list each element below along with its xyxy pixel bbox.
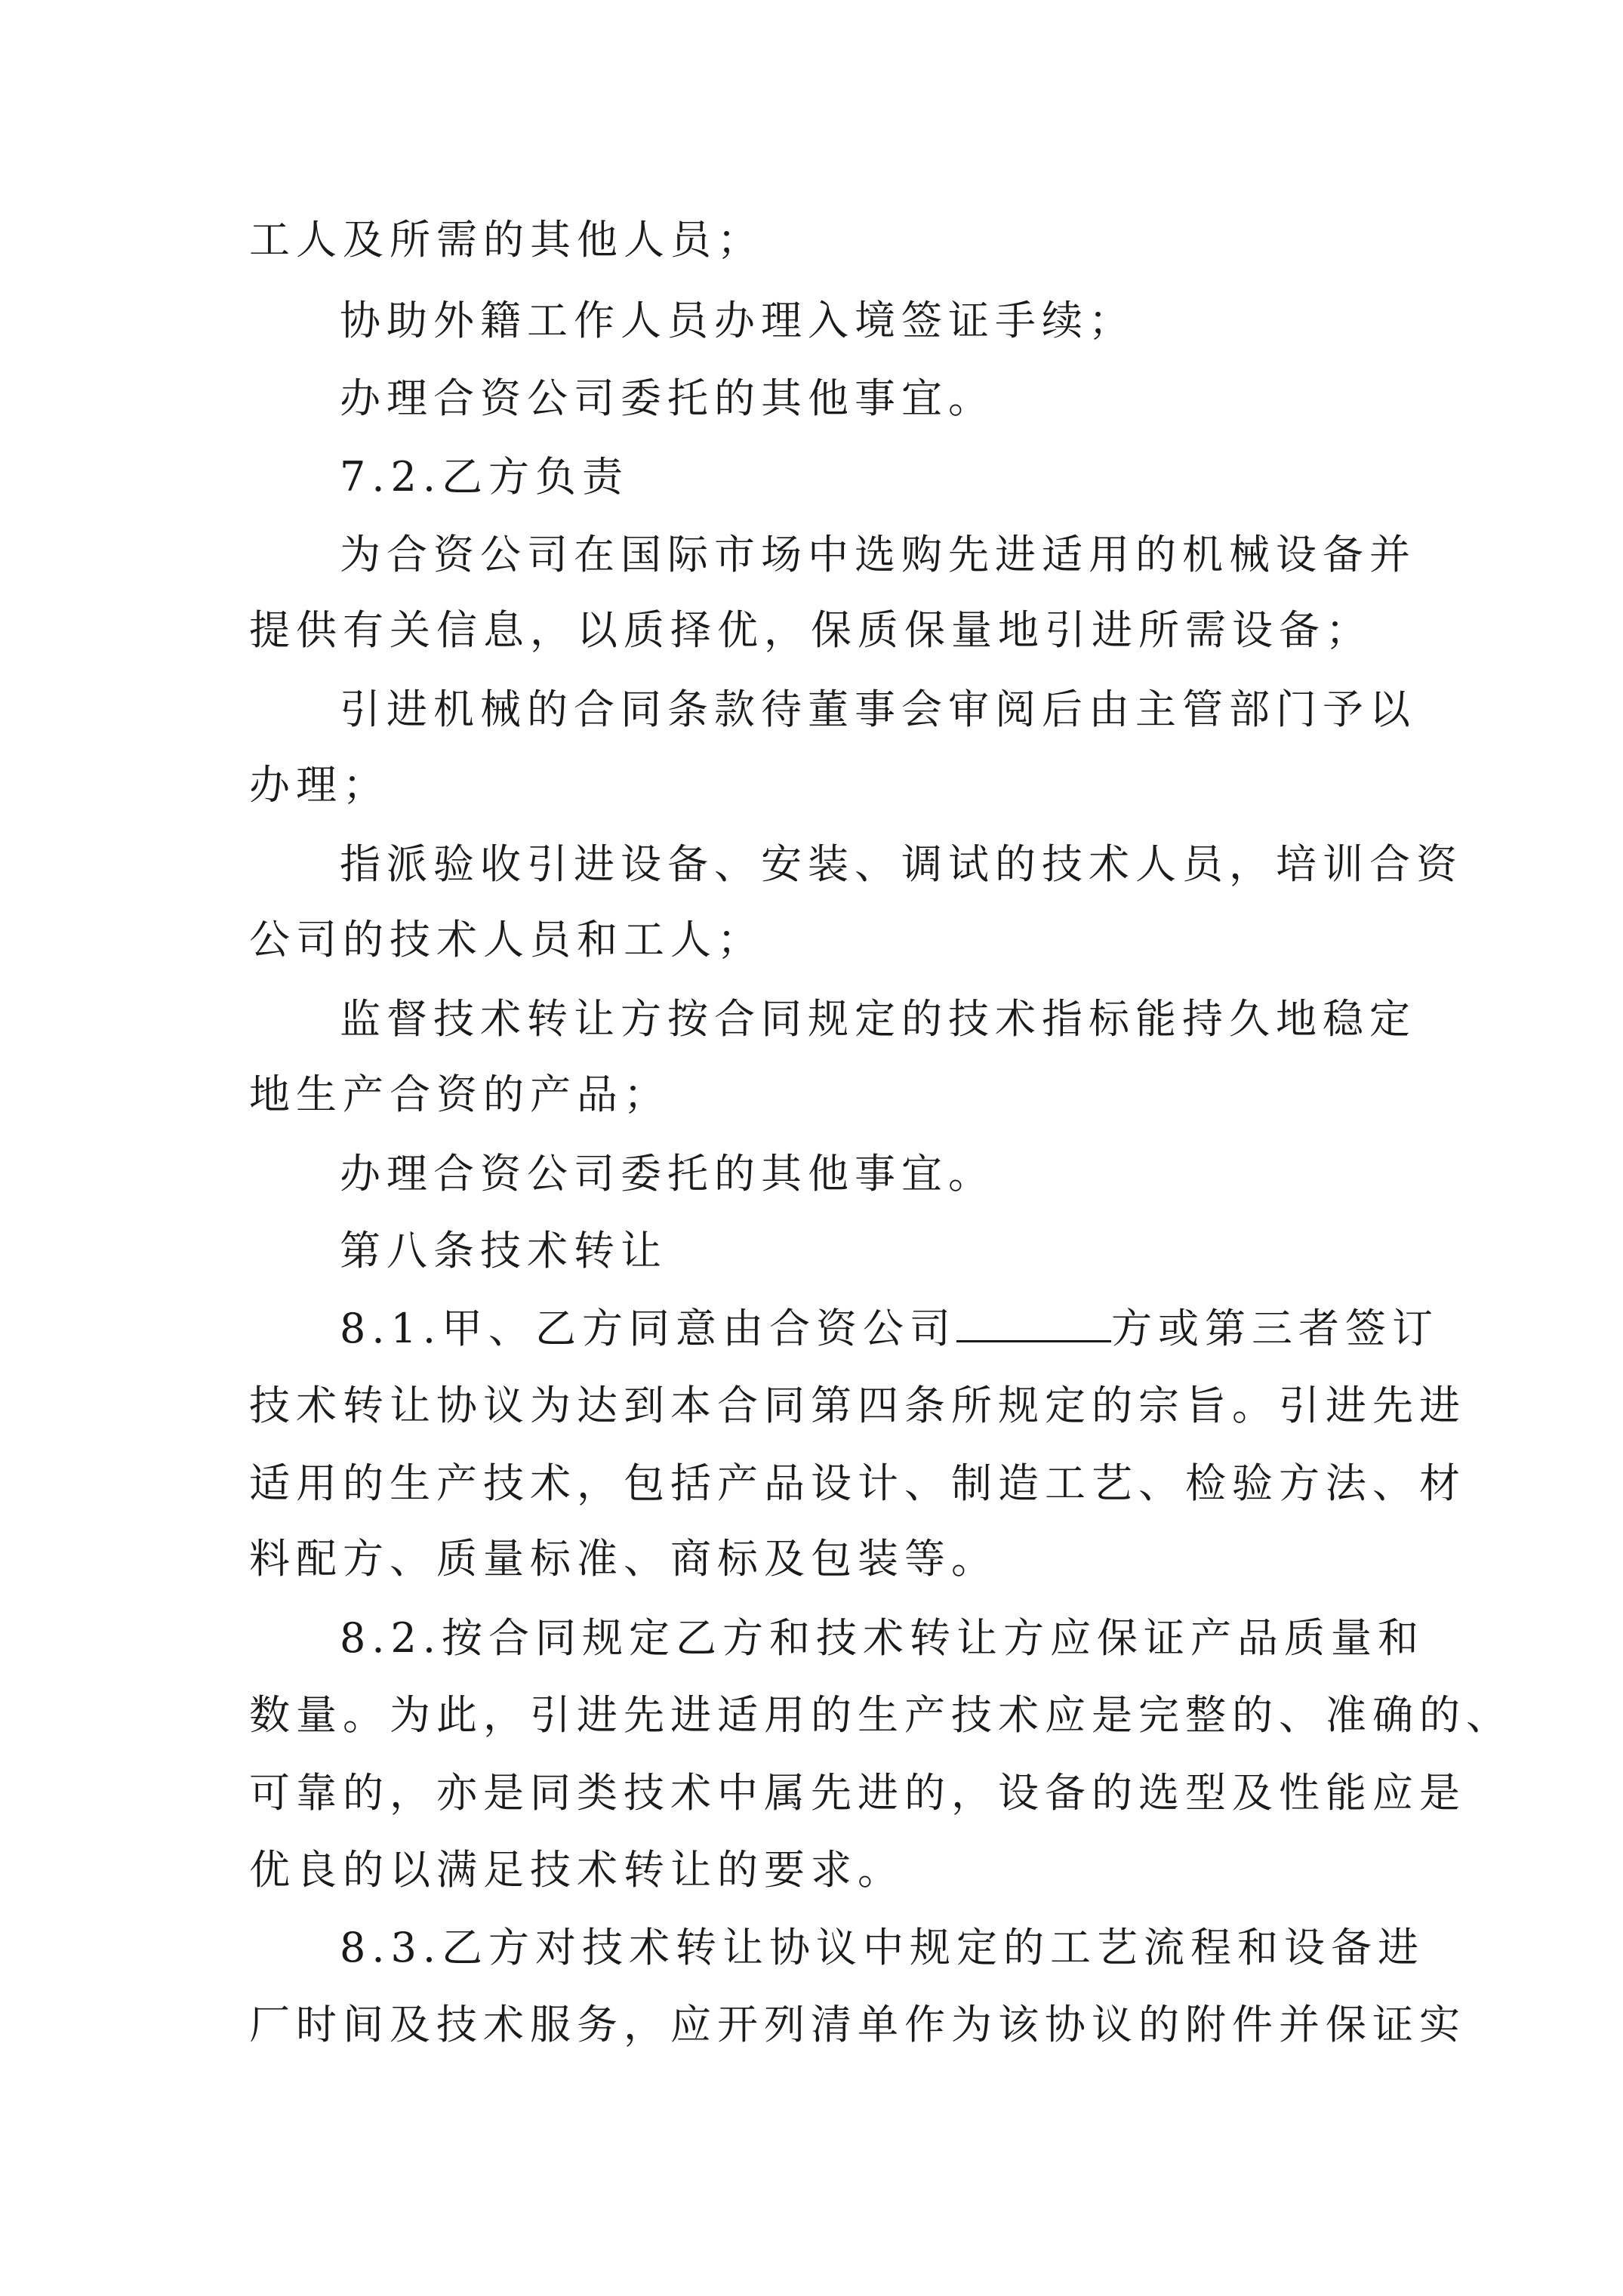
text-line: 公司的技术人员和工人； (249, 916, 764, 963)
text-line: 8.3.乙方对技术转让协议中规定的工艺流程和设备进 (340, 1924, 1425, 1971)
text-line: 提供有关信息，以质择优，保质保量地引进所需设备； (249, 606, 1372, 654)
fill-in-blank (956, 1301, 1111, 1342)
text-line: 厂时间及技术服务，应开列清单作为该协议的附件并保证实 (249, 2001, 1466, 2048)
text-line: 监督技术转让方按合同规定的技术指标能持久地稳定 (340, 995, 1416, 1043)
text-line: 工人及所需的其他人员； (249, 216, 764, 264)
text-line: 数量。为此，引进先进适用的生产技术应是完整的、准确的、 (249, 1691, 1513, 1739)
text-line: 可靠的，亦是同类技术中属先进的，设备的选型及性能应是 (249, 1769, 1466, 1817)
text-line: 适用的生产技术，包括产品设计、制造工艺、检验方法、材 (249, 1459, 1466, 1507)
text-line (340, 1299, 1439, 1359)
article-heading: 第八条技术转让 (340, 1227, 667, 1274)
text-line: 办理合资公司委托的其他事宜。 (340, 374, 995, 422)
text-line: 技术转让协议为达到本合同第四条所规定的宗旨。引进先进 (249, 1382, 1466, 1429)
text-segment: 方或第三者签订 (1111, 1305, 1440, 1352)
text-line: 优良的以满足技术转让的要求。 (249, 1846, 904, 1894)
text-line: 指派验收引进设备、安装、调试的技术人员，培训合资 (340, 840, 1463, 888)
text-line: 为合资公司在国际市场中选购先进适用的机械设备并 (340, 531, 1416, 578)
text-line: 办理合资公司委托的其他事宜。 (340, 1150, 995, 1197)
text-line: 地生产合资的产品； (249, 1071, 670, 1118)
text-line: 协助外籍工作人员办理入境签证手续； (340, 297, 1135, 344)
text-line: 办理； (249, 761, 390, 809)
text-line: 引进机械的合同条款待董事会审阅后由主管部门予以 (340, 686, 1416, 733)
text-line: 料配方、质量标准、商标及包装等。 (249, 1535, 998, 1583)
section-heading: 7.2.乙方负责 (340, 453, 630, 501)
text-line: 8.2.按合同规定乙方和技术转让方应保证产品质量和 (340, 1614, 1425, 1662)
text-segment: 8.1.甲、乙方同意由合资公司 (340, 1305, 957, 1352)
